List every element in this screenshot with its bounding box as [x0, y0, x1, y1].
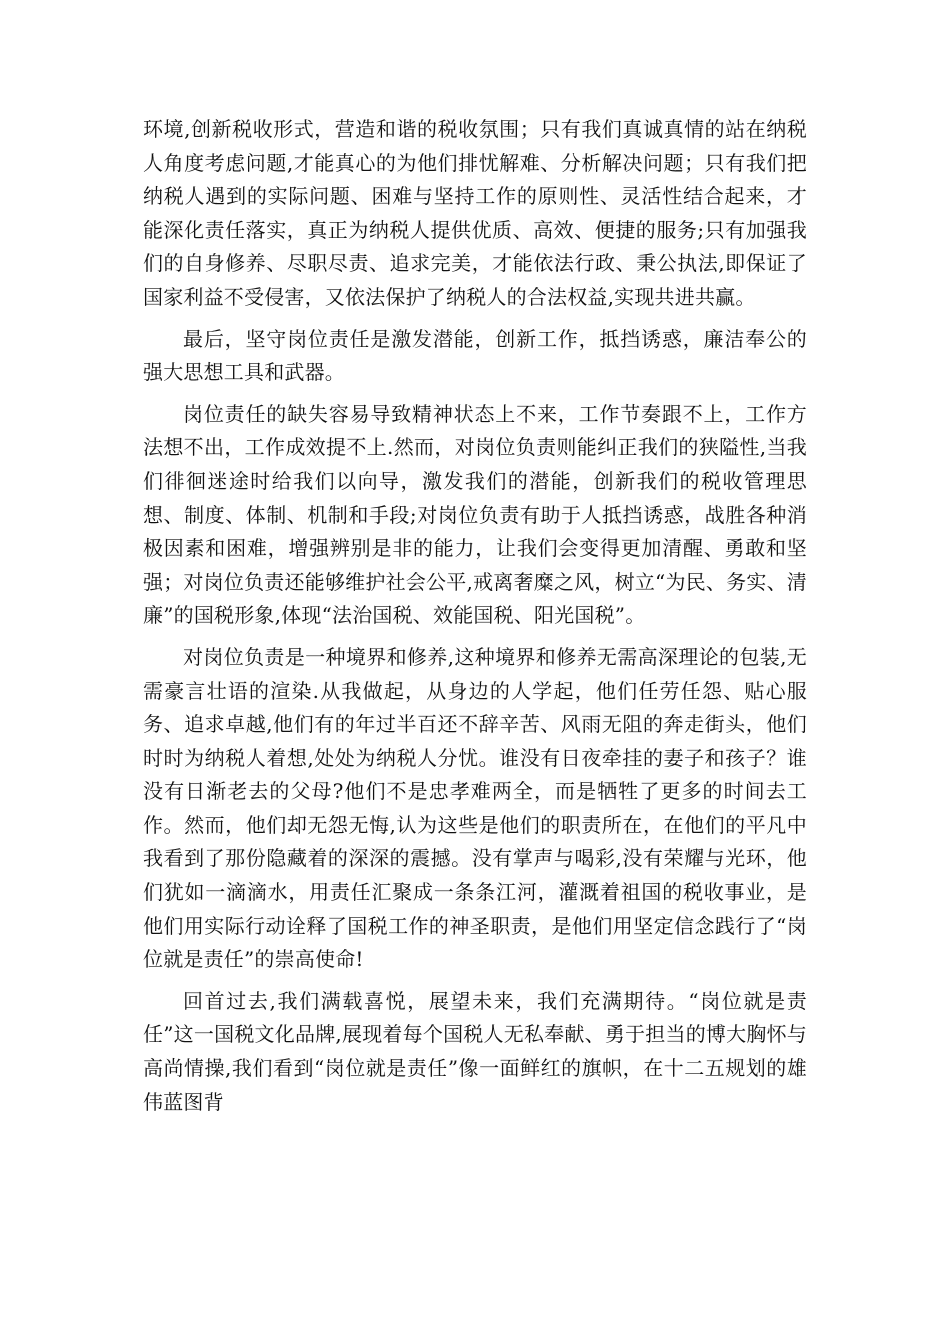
paragraph-looking-back: 回首过去,我们满载喜悦，展望未来，我们充满期待。“岗位就是责任”这一国税文化品牌,展现着每个国税人无私奉献、勇于担当的博大胸怀与高尚情操,我们看到“岗位就是责任”像一面鲜红的旗帜，在十二五规划的雄伟蓝图背	[143, 988, 807, 1114]
paragraph-finally: 最后，坚守岗位责任是激发潜能，创新工作，抵挡诱惑，廉洁奉公的强大思想工具和武器。	[143, 326, 807, 385]
paragraph-dedication: 对岗位负责是一种境界和修养,这种境界和修养无需高深理论的包装,无需豪言壮语的渲染.从我做起，从身边的人学起，他们任劳任怨、贴心服务、追求卓越,他们有的年过半百还不辞辛苦、风雨无阻的奔走街头，他们时时为纳税人着想,处处为纳税人分忧。谁没有日夜牵挂的妻子和孩子？谁没有日渐老去的父母?他们不是忠孝难两全，而是牺牲了更多的时间去工作。然而，他们却无怨无悔,认为这些是他们的职责所在，在他们的平凡中我看到了那份隐藏着的深深的震撼。没有掌声与喝彩,没有荣耀与光环，他们犹如一滴滴水，用责任汇聚成一条条江河，灌溉着祖国的税收事业，是他们用实际行动诠释了国税工作的神圣职责，是他们用坚定信念践行了“岗位就是责任”的崇高使命!	[143, 644, 807, 972]
paragraph-responsibility-loss: 岗位责任的缺失容易导致精神状态上不来，工作节奏跟不上，工作方法想不出，工作成效提不上.然而，对岗位负责则能纠正我们的狭隘性,当我们徘徊迷途时给我们以向导，激发我们的潜能，创新我们的税收管理思想、制度、体制、机制和手段;对岗位负责有助于人抵挡诱惑，战胜各种消极因素和困难，增强辨别是非的能力，让我们会变得更加清醒、勇敢和坚强；对岗位负责还能够维护社会公平,戒离奢糜之风，树立“为民、务实、清廉”的国税形象,体现“法治国税、效能国税、阳光国税”。	[143, 401, 807, 628]
document-body	[143, 113, 807, 1127]
paragraph-continuation: 环境,创新税收形式，营造和谐的税收氛围；只有我们真诚真情的站在纳税人角度考虑问题,才能真心的为他们排忧解难、分析解决问题；只有我们把纳税人遇到的实际问题、困难与坚持工作的原则性、灵活性结合起来，才能深化责任落实，真正为纳税人提供优质、高效、便捷的服务;只有加强我们的自身修养、尽职尽责、追求完美，才能依法行政、秉公执法,即保证了国家利益不受侵害，又依法保护了纳税人的合法权益,实现共进共赢。	[143, 117, 807, 309]
